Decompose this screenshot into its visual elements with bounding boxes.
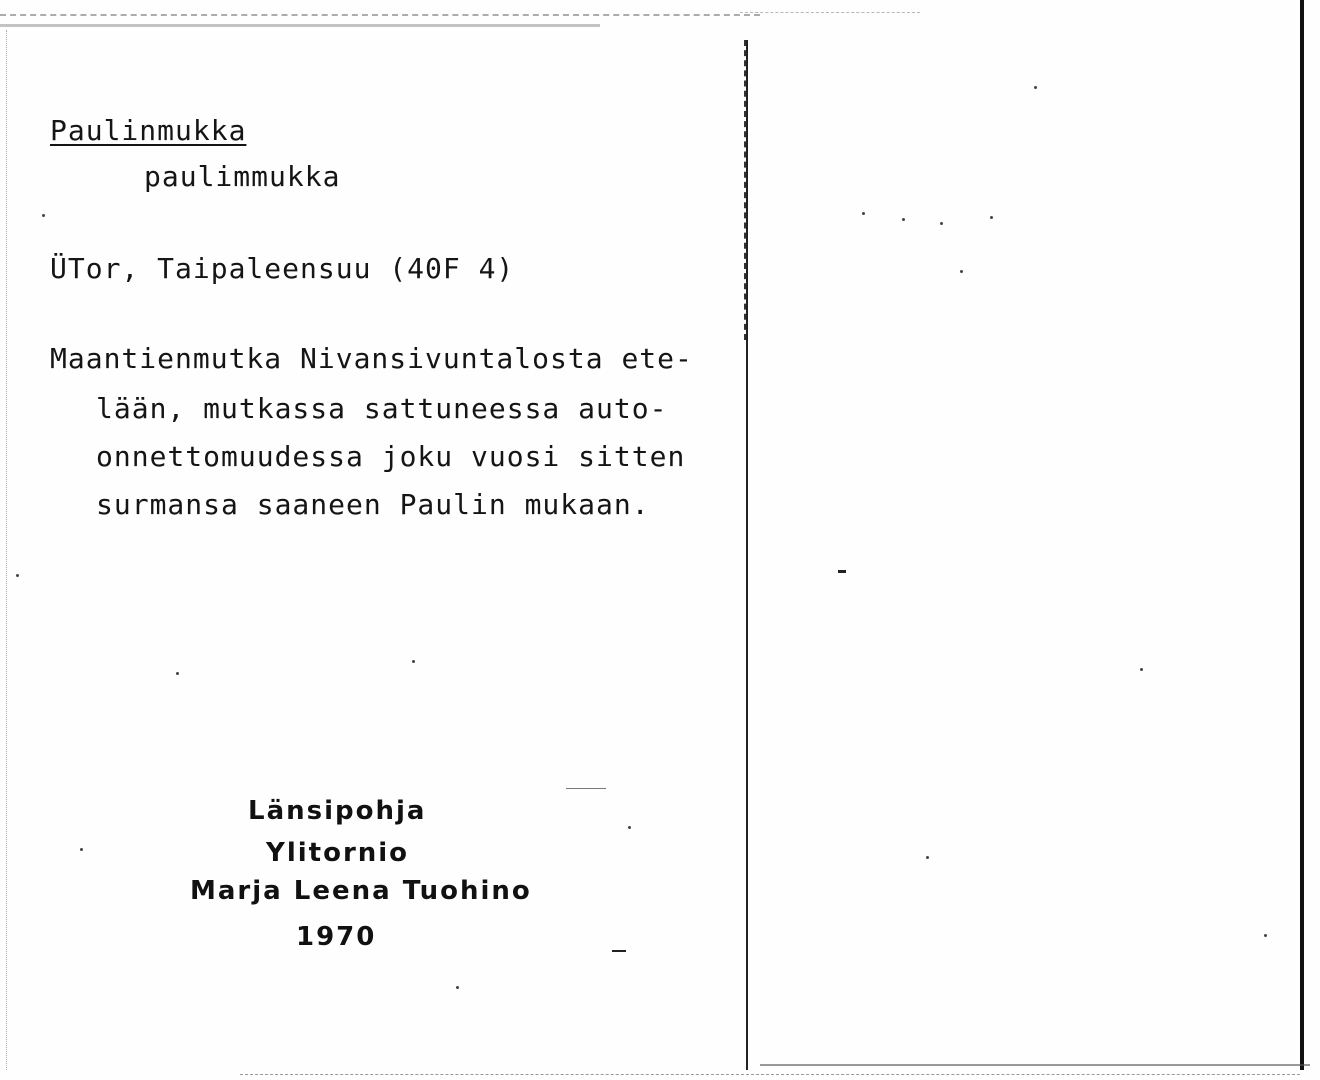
scan-mark — [838, 570, 846, 573]
scan-speck — [412, 660, 415, 663]
stamp-collector: Marja Leena Tuohino — [190, 876, 532, 906]
scan-speck — [456, 986, 459, 989]
place-name-title: Paulinmukka — [50, 114, 247, 147]
scan-speck — [940, 222, 943, 225]
scan-mark — [612, 950, 626, 952]
scan-speck — [16, 574, 19, 577]
scan-speck — [902, 218, 905, 221]
scan-speck — [80, 848, 83, 851]
scan-speck — [42, 214, 45, 217]
stamp-parish: Ylitornio — [266, 838, 410, 868]
scan-mark — [566, 788, 606, 789]
scan-speck — [926, 856, 929, 859]
scan-speck — [176, 672, 179, 675]
scan-edge-top-right — [740, 12, 920, 13]
stamp-year: 1970 — [296, 922, 377, 952]
pronunciation: paulimmukka — [144, 160, 341, 193]
stamp-region: Länsipohja — [248, 796, 427, 826]
scan-edge-top — [0, 14, 760, 16]
description-line: onnettomuudessa joku vuosi sitten — [96, 440, 686, 473]
scan-speck — [1140, 668, 1143, 671]
card-fold-line-shadow — [744, 40, 746, 340]
description-line: Maantienmutka Nivansivuntalosta ete- — [50, 342, 693, 375]
scan-speck — [990, 216, 993, 219]
scan-edge-top-shadow — [0, 24, 600, 27]
scan-speck — [1034, 86, 1037, 89]
description-line: surmansa saaneen Paulin mukaan. — [96, 488, 650, 521]
scan-speck — [862, 212, 865, 215]
card-right-edge — [1300, 0, 1304, 1070]
scan-edge-bottom-right — [760, 1064, 1310, 1066]
description-line: lään, mutkassa sattuneessa auto- — [96, 392, 668, 425]
card-fold-line — [746, 40, 748, 1070]
scan-speck — [960, 270, 963, 273]
scan-edge-left — [6, 30, 7, 1070]
scan-speck — [1264, 934, 1267, 937]
location-line: ÜTor, Taipaleensuu (40F 4) — [50, 252, 515, 285]
scan-edge-bottom — [240, 1074, 1300, 1075]
scan-speck — [628, 826, 631, 829]
